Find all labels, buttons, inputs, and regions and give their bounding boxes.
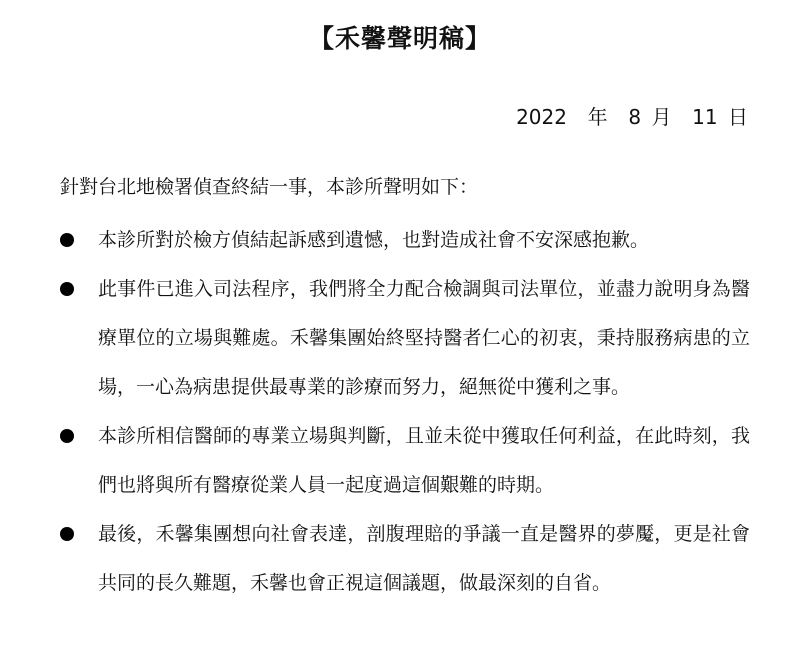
bullet-icon bbox=[60, 282, 74, 296]
intro-paragraph: 針對台北地檢署偵查終結一事，本診所聲明如下： bbox=[60, 176, 479, 198]
list-item-text: 本診所對於檢方偵結起訴感到遺憾，也對造成社會不安深感抱歉。 bbox=[98, 229, 650, 251]
statement-date: 2022 年 8 月 11 日 bbox=[516, 105, 748, 129]
list-item-text: 此事件已進入司法程序，我們將全力配合檢調與司法單位，並盡力說明身為醫療單位的立場與難處。禾馨集團始終堅持醫者仁心的初衷，秉持服務病患的立場，一心為病患提供最專業的診療而努力，絕無從中獲利之事。 bbox=[98, 278, 750, 398]
bullet-icon bbox=[60, 233, 74, 247]
list-item bbox=[60, 412, 750, 510]
list-item-text: 本診所相信醫師的專業立場與判斷，且並未從中獲取任何利益，在此時刻，我們也將與所有醫療從業人員一起度過這個艱難的時期。 bbox=[98, 425, 750, 496]
bullet-icon bbox=[60, 527, 74, 541]
document-title: 【禾馨聲明稿】 bbox=[308, 24, 491, 53]
list-item bbox=[60, 216, 750, 265]
statement-list bbox=[60, 216, 750, 608]
list-item-text: 最後，禾馨集團想向社會表達，剖腹理賠的爭議一直是醫界的夢魘，更是社會共同的長久難題，禾馨也會正視這個議題，做最深刻的自省。 bbox=[98, 523, 750, 594]
bullet-icon bbox=[60, 429, 74, 443]
list-item bbox=[60, 510, 750, 608]
list-item bbox=[60, 265, 750, 412]
